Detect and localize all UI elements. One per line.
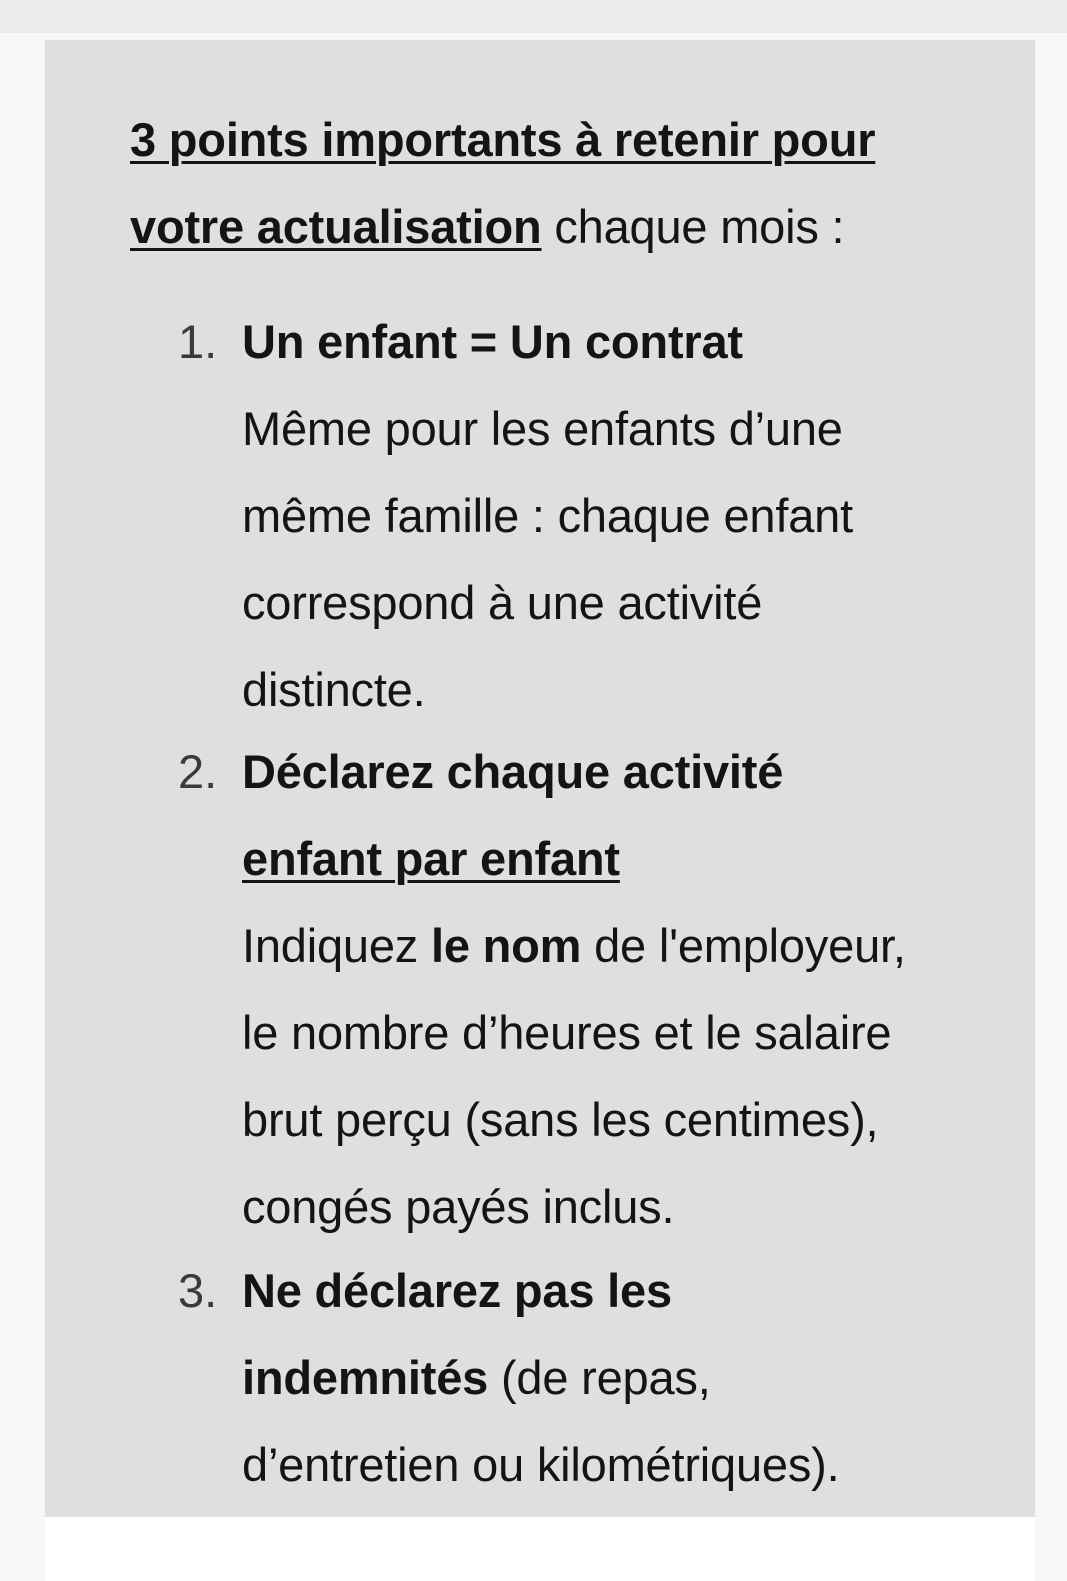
- list-item-1-desc-line-2: même famille : chaque enfant: [242, 489, 853, 542]
- list-item-2-title-line-2: [242, 815, 1002, 902]
- list-item-2-desc-line-3: brut perçu (sans les centimes),: [242, 1093, 879, 1146]
- intro-rest: chaque mois :: [541, 200, 845, 253]
- list-item-2-desc-line-4: congés payés inclus.: [242, 1180, 675, 1233]
- list-item-2-desc-pre: Indiquez: [242, 919, 431, 972]
- list-item-3-line-2: [242, 1334, 1002, 1421]
- list-item-3-desc-line-3: d’entretien ou kilométriques).: [242, 1438, 840, 1491]
- list-item-2-body: [242, 728, 1002, 1250]
- content-area-bottom: [45, 1517, 1035, 1581]
- list-item-2-title-line-1: Déclarez chaque activité: [242, 745, 784, 798]
- top-bar: [0, 0, 1067, 33]
- info-box: [45, 40, 1035, 1517]
- list-item-3-desc-post: (de repas,: [488, 1351, 711, 1404]
- intro-paragraph: [130, 96, 990, 270]
- list-item-3-body: [242, 1247, 1002, 1508]
- list-item-2-desc-line-1: [242, 902, 1002, 989]
- list-item-2-desc-post: de l'employeur,: [581, 919, 906, 972]
- list-item-1-desc-line-1: Même pour les enfants d’une: [242, 402, 843, 455]
- list-item-3-title-line-1: Ne déclarez pas les: [242, 1264, 672, 1317]
- intro-heading: 3 points importants à retenir pour votre actualisation: [130, 113, 876, 253]
- list-item-1-title: Un enfant = Un contrat: [242, 315, 743, 368]
- list-item-2-title-underlined: enfant par enfant: [242, 832, 620, 885]
- list-item-1-desc-line-3: correspond à une activité: [242, 576, 763, 629]
- list-item-3-title-bold: indemnités: [242, 1351, 489, 1404]
- list-number-2: 2.: [178, 745, 218, 798]
- list-item-1-desc-line-4: distincte.: [242, 663, 426, 716]
- list-item-2-desc-line-2: le nombre d’heures et le salaire: [242, 1006, 892, 1059]
- list-item-2-desc-bold: le nom: [430, 919, 582, 972]
- list-number-1: 1.: [178, 315, 218, 368]
- list-item-1-body: [242, 298, 1002, 733]
- list-number-3: 3.: [178, 1264, 218, 1317]
